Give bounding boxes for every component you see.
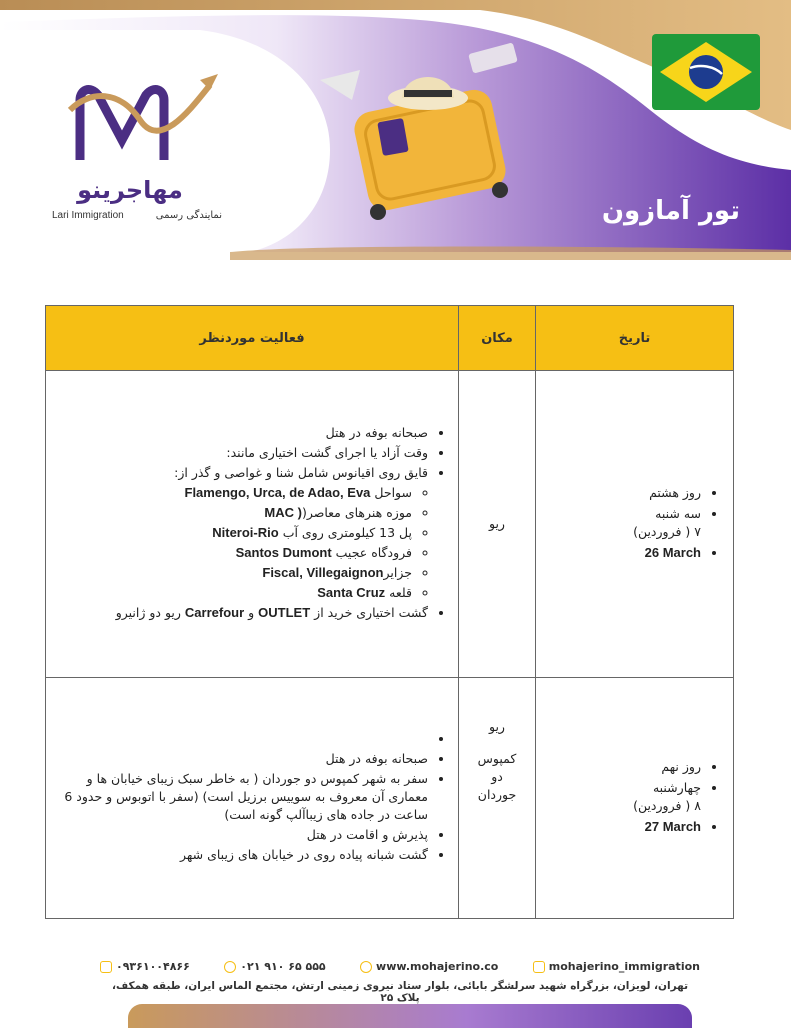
logo-subtitle bbox=[52, 210, 222, 221]
header-banner bbox=[0, 0, 791, 260]
bottom-decoration-bar bbox=[128, 1004, 692, 1028]
place-text: دو bbox=[491, 769, 503, 784]
sub-activity-item: ◦ جزایرFiscal, Villegaignon bbox=[60, 564, 412, 582]
footer-mobile[interactable]: ۰۹۳۶۱۰۰۴۸۶۶ bbox=[100, 960, 190, 973]
table-row bbox=[46, 371, 734, 678]
date-english: • 26 March bbox=[544, 544, 701, 562]
activity-cell bbox=[46, 371, 459, 678]
footer-phone[interactable]: ۰۲۱ ۹۱۰ ۶۵ ۵۵۵ bbox=[224, 960, 325, 973]
logo-subtitle-en: Lari Immigration bbox=[52, 210, 124, 221]
date-weekday: • چهارشنبه ۸ ( فروردین) bbox=[544, 779, 701, 815]
activity-item-empty bbox=[60, 730, 428, 748]
place-cell bbox=[459, 678, 536, 919]
date-day: • روز نهم bbox=[544, 758, 701, 776]
date-english: • 27 March bbox=[544, 818, 701, 836]
activity-item: • صبحانه بوفه در هتل bbox=[60, 750, 428, 768]
page-title: تور آمازون bbox=[601, 196, 740, 226]
sub-activity-item: ◦ سواحل Flamengo, Urca, de Adao, Eva bbox=[60, 484, 412, 502]
activity-item: • گشت شبانه پیاده روی در خیابان های زیبای شهر bbox=[60, 846, 428, 864]
place-cell bbox=[459, 371, 536, 678]
logo-subtitle-fa: نمایندگی رسمی bbox=[155, 210, 222, 221]
footer-address: تهران، لویزان، بزرگراه شهید سرلشگر بابائی، بلوار ستاد نیروی زمینی ارتش، مجتمع الماس ایران، طبقه همکف، پلاک ۲۵ bbox=[111, 980, 689, 1004]
place-text: ریو bbox=[489, 719, 505, 734]
place-text: ریو bbox=[489, 516, 505, 531]
date-weekday: • سه شنبه ۷ ( فروردین) bbox=[544, 505, 701, 541]
table-row bbox=[46, 678, 734, 919]
place-text: جوردان bbox=[477, 787, 517, 802]
instagram-icon bbox=[533, 961, 545, 973]
mohajerino-logo bbox=[60, 70, 230, 230]
header-date: تاریخ bbox=[536, 306, 734, 371]
header-place: مکان bbox=[459, 306, 536, 371]
sub-activity-item: ◦ فرودگاه عجیب Santos Dumont bbox=[60, 544, 412, 562]
date-cell bbox=[536, 678, 734, 919]
activity-item: • پذیرش و اقامت در هتل bbox=[60, 826, 428, 844]
date-cell bbox=[536, 371, 734, 678]
brazil-flag-icon bbox=[652, 34, 760, 110]
activity-cell bbox=[46, 678, 459, 919]
activity-item: • قایق روی اقیانوس شامل شنا و غواصی و گذر از: bbox=[60, 464, 428, 482]
footer-contacts bbox=[100, 960, 700, 973]
sub-activity-item: ◦ قلعه Santa Cruz bbox=[60, 584, 412, 602]
activity-item: • صبحانه بوفه در هتل bbox=[60, 424, 428, 442]
sub-activity-item: ◦ پل 13 کیلومتری روی آب Niteroi-Rio bbox=[60, 524, 412, 542]
table-header-row bbox=[46, 306, 734, 371]
phone-icon bbox=[224, 961, 236, 973]
logo-name: مهاجرینو bbox=[77, 176, 183, 204]
globe-icon bbox=[360, 961, 372, 973]
activity-item: • سفر به شهر کمپوس دو جوردان ( به خاطر سبک زیبای خیابان ها و معماری آن معروف به سوییس برزیل است) (سفر با اتوبوس و حدود 6 ساعت در جاده های زیباآلپ گونه است) bbox=[60, 770, 428, 824]
activity-item: • گشت اختیاری خرید از OUTLET و Carrefour ریو دو ژانیرو bbox=[60, 604, 428, 622]
sub-activity-item: ◦ موزه هنرهای معاصر(MAC ) bbox=[60, 504, 412, 522]
suitcase-illustration bbox=[300, 40, 540, 240]
footer-instagram[interactable]: mohajerino_immigration bbox=[533, 960, 700, 973]
place-text: کمپوس bbox=[477, 751, 517, 766]
mobile-icon bbox=[100, 961, 112, 973]
footer-website[interactable]: www.mohajerino.co bbox=[360, 960, 498, 973]
date-day: • روز هشتم bbox=[544, 484, 701, 502]
itinerary-table bbox=[45, 305, 734, 919]
header-activity: فعالیت موردنظر bbox=[46, 306, 459, 371]
activity-item: • وقت آزاد یا اجرای گشت اختیاری مانند: bbox=[60, 444, 428, 462]
